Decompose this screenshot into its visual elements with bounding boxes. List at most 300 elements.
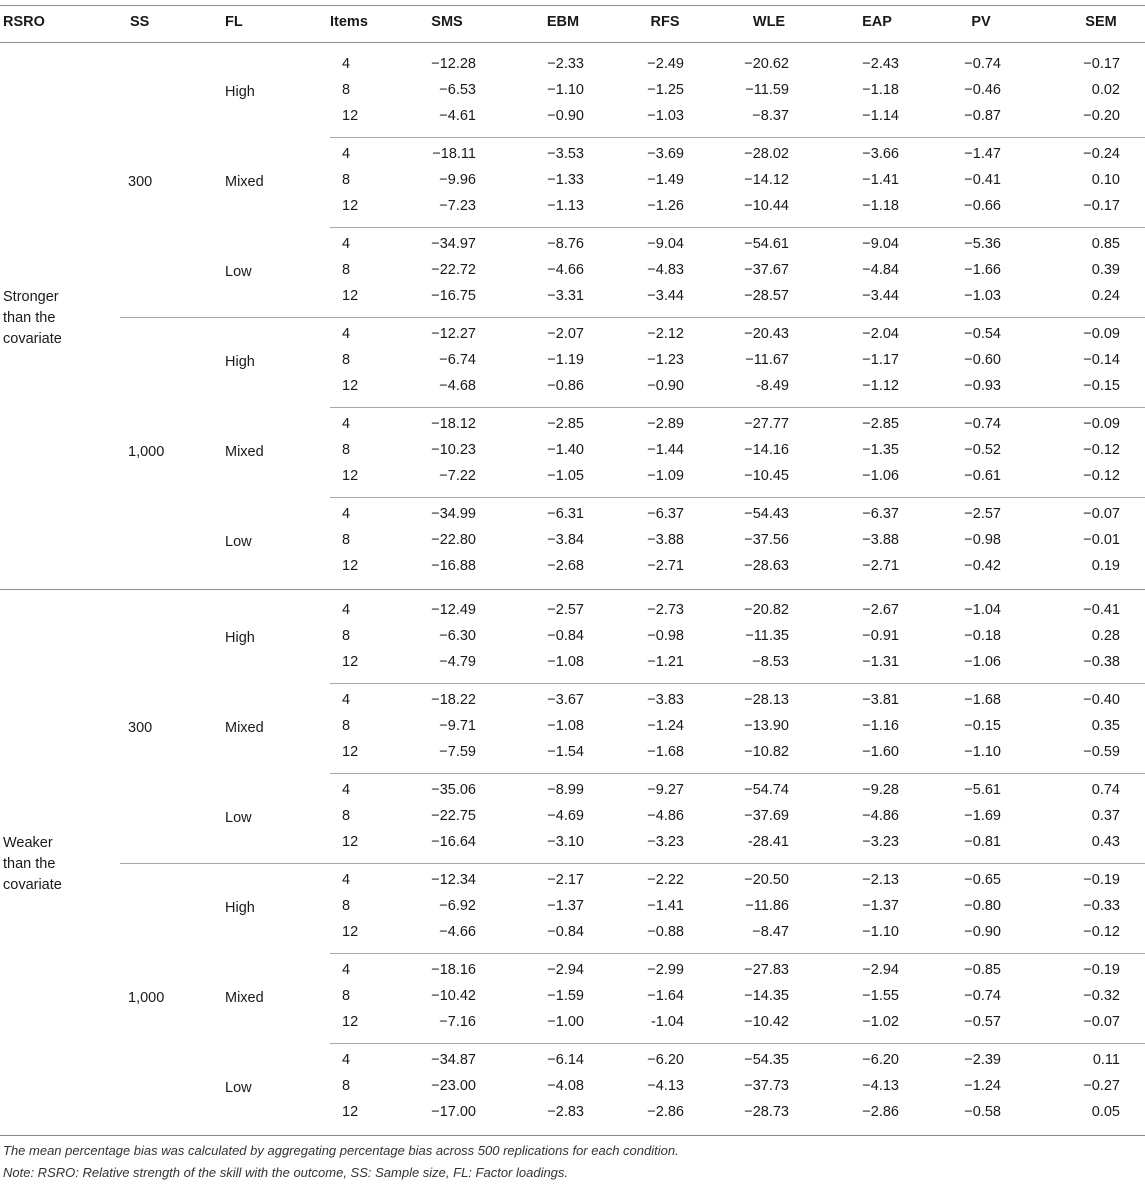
value-cell: −1.35 (862, 442, 899, 458)
value-cell: −1.03 (647, 108, 684, 124)
value-cell: −4.86 (647, 808, 684, 824)
value-cell: −4.69 (547, 808, 584, 824)
column-header-wle: WLE (752, 14, 786, 30)
value-cell: −2.49 (647, 56, 684, 72)
value-cell: −1.41 (862, 172, 899, 188)
value-cell: −0.41 (964, 172, 1001, 188)
items-cell: 8 (342, 718, 351, 734)
rsro-label-line: than the (3, 855, 56, 872)
items-cell: 8 (342, 352, 351, 368)
value-cell: −0.52 (964, 442, 1001, 458)
column-header-ebm: EBM (546, 14, 580, 30)
value-cell: −17.00 (431, 1104, 476, 1120)
value-cell: −0.65 (964, 872, 1001, 888)
value-cell: −27.77 (744, 416, 789, 432)
value-cell: −0.66 (964, 198, 1001, 214)
value-cell: −1.37 (547, 898, 584, 914)
items-cell: 12 (342, 834, 359, 850)
value-cell: −2.07 (547, 326, 584, 342)
value-cell: −6.92 (439, 898, 476, 914)
value-cell: −1.68 (647, 744, 684, 760)
value-cell: −2.94 (547, 962, 584, 978)
rsro-label-line: covariate (3, 876, 62, 893)
value-cell: −0.86 (547, 378, 584, 394)
rsro-label-line: than the (3, 309, 56, 326)
value-cell: −0.14 (1083, 352, 1120, 368)
value-cell: −1.49 (647, 172, 684, 188)
value-cell: −0.98 (647, 628, 684, 644)
value-cell: −1.06 (964, 654, 1001, 670)
value-cell: 0.28 (1091, 628, 1120, 644)
value-cell: −0.60 (964, 352, 1001, 368)
items-cell: 4 (342, 146, 351, 162)
value-cell: −4.61 (439, 108, 476, 124)
value-cell: −11.86 (745, 898, 789, 914)
value-cell: −2.67 (862, 602, 899, 618)
value-cell: −0.40 (1083, 692, 1120, 708)
value-cell: −16.64 (431, 834, 476, 850)
value-cell: −18.11 (432, 146, 476, 162)
value-cell: −9.04 (862, 236, 899, 252)
factor-loading-label: High (225, 900, 255, 916)
value-cell: −1.18 (862, 82, 899, 98)
value-cell: −10.42 (431, 988, 476, 1004)
value-cell: −2.86 (862, 1104, 899, 1120)
value-cell: −20.43 (744, 326, 789, 342)
items-cell: 4 (342, 1052, 351, 1068)
column-header-ss: SS (130, 14, 150, 30)
items-cell: 4 (342, 56, 351, 72)
value-cell: −34.99 (431, 506, 476, 522)
items-cell: 8 (342, 262, 351, 278)
value-cell: −0.12 (1083, 924, 1120, 940)
value-cell: -28.41 (747, 834, 789, 850)
value-cell: −0.85 (964, 962, 1001, 978)
value-cell: −54.61 (744, 236, 789, 252)
value-cell: −0.09 (1083, 416, 1120, 432)
factor-loading-label: Mixed (225, 990, 264, 1006)
rule-line (0, 1135, 1145, 1136)
value-cell: −14.35 (744, 988, 789, 1004)
value-cell: −4.84 (862, 262, 899, 278)
value-cell: −0.57 (964, 1014, 1001, 1030)
value-cell: −8.76 (547, 236, 584, 252)
value-cell: −1.18 (862, 198, 899, 214)
value-cell: −0.17 (1083, 198, 1120, 214)
items-cell: 12 (342, 744, 359, 760)
value-cell: −6.30 (439, 628, 476, 644)
rule-line (330, 227, 1145, 228)
value-cell: −6.20 (862, 1052, 899, 1068)
value-cell: −1.59 (547, 988, 584, 1004)
value-cell: −4.86 (862, 808, 899, 824)
value-cell: −1.06 (862, 468, 899, 484)
value-cell: −1.24 (647, 718, 684, 734)
items-cell: 8 (342, 442, 351, 458)
value-cell: −1.14 (862, 108, 899, 124)
value-cell: −1.10 (862, 924, 899, 940)
value-cell: −1.17 (862, 352, 899, 368)
value-cell: -1.04 (650, 1014, 684, 1030)
factor-loading-label: Low (225, 264, 252, 280)
value-cell: −0.38 (1083, 654, 1120, 670)
column-header-sem: SEM (1085, 14, 1117, 30)
value-cell: −0.61 (964, 468, 1001, 484)
value-cell: −0.74 (964, 56, 1001, 72)
sample-size-label: 1,000 (128, 444, 165, 460)
value-cell: −7.23 (439, 198, 476, 214)
value-cell: −3.88 (862, 532, 899, 548)
sample-size-label: 1,000 (128, 990, 165, 1006)
value-cell: −13.90 (744, 718, 789, 734)
rule-line (330, 1043, 1145, 1044)
items-cell: 4 (342, 692, 351, 708)
value-cell: 0.11 (1092, 1052, 1120, 1068)
column-header-fl: FL (225, 14, 243, 30)
value-cell: −0.87 (964, 108, 1001, 124)
value-cell: −0.80 (964, 898, 1001, 914)
value-cell: −1.68 (964, 692, 1001, 708)
value-cell: −4.13 (647, 1078, 684, 1094)
value-cell: −0.42 (964, 558, 1001, 574)
value-cell: −4.08 (547, 1078, 584, 1094)
rule-line (330, 773, 1145, 774)
value-cell: −1.02 (862, 1014, 899, 1030)
value-cell: −4.13 (862, 1078, 899, 1094)
value-cell: −1.13 (547, 198, 584, 214)
value-cell: −0.81 (964, 834, 1001, 850)
value-cell: −1.33 (547, 172, 584, 188)
value-cell: −5.36 (964, 236, 1001, 252)
value-cell: 0.19 (1091, 558, 1120, 574)
items-cell: 4 (342, 326, 351, 342)
value-cell: −12.34 (431, 872, 476, 888)
value-cell: −1.66 (964, 262, 1001, 278)
value-cell: −2.22 (647, 872, 684, 888)
items-cell: 8 (342, 808, 351, 824)
value-cell: −28.02 (744, 146, 789, 162)
value-cell: −3.84 (547, 532, 584, 548)
value-cell: −0.91 (862, 628, 899, 644)
table-footnote: Note: RSRO: Relative strength of the skill with the outcome, SS: Sample size, FL: Factor loadings. (3, 1165, 569, 1180)
value-cell: −3.67 (547, 692, 584, 708)
value-cell: −0.09 (1083, 326, 1120, 342)
value-cell: −8.47 (752, 924, 789, 940)
value-cell: −7.22 (439, 468, 476, 484)
factor-loading-label: Mixed (225, 444, 264, 460)
items-cell: 12 (342, 198, 359, 214)
value-cell: −1.47 (964, 146, 1001, 162)
value-cell: −0.84 (547, 628, 584, 644)
value-cell: −0.33 (1083, 898, 1120, 914)
value-cell: −11.59 (745, 82, 789, 98)
items-cell: 4 (342, 782, 351, 798)
items-cell: 4 (342, 506, 351, 522)
value-cell: −2.57 (547, 602, 584, 618)
value-cell: −1.41 (647, 898, 684, 914)
value-cell: −3.81 (862, 692, 899, 708)
value-cell: −0.93 (964, 378, 1001, 394)
value-cell: −0.24 (1083, 146, 1120, 162)
value-cell: −1.10 (547, 82, 584, 98)
value-cell: −14.16 (744, 442, 789, 458)
value-cell: −1.54 (547, 744, 584, 760)
value-cell: −4.66 (547, 262, 584, 278)
value-cell: −22.75 (431, 808, 476, 824)
value-cell: −1.00 (547, 1014, 584, 1030)
value-cell: −1.03 (964, 288, 1001, 304)
value-cell: −1.08 (547, 654, 584, 670)
value-cell: −10.42 (744, 1014, 789, 1030)
value-cell: −28.73 (744, 1104, 789, 1120)
value-cell: −0.07 (1083, 1014, 1120, 1030)
value-cell: −37.69 (744, 808, 789, 824)
value-cell: −12.28 (431, 56, 476, 72)
value-cell: −0.15 (964, 718, 1001, 734)
value-cell: −0.90 (547, 108, 584, 124)
value-cell: −5.61 (964, 782, 1001, 798)
value-cell: −1.12 (862, 378, 899, 394)
value-cell: −2.17 (547, 872, 584, 888)
value-cell: −1.16 (862, 718, 899, 734)
value-cell: −37.73 (744, 1078, 789, 1094)
items-cell: 8 (342, 898, 351, 914)
value-cell: −0.17 (1083, 56, 1120, 72)
value-cell: −1.31 (862, 654, 899, 670)
value-cell: −2.12 (647, 326, 684, 342)
factor-loading-label: High (225, 354, 255, 370)
value-cell: −8.37 (752, 108, 789, 124)
value-cell: 0.74 (1091, 782, 1120, 798)
value-cell: −20.82 (744, 602, 789, 618)
value-cell: −35.06 (431, 782, 476, 798)
rsro-label-line: Weaker (3, 834, 53, 851)
value-cell: −2.83 (547, 1104, 584, 1120)
value-cell: −2.85 (862, 416, 899, 432)
value-cell: −1.10 (964, 744, 1001, 760)
value-cell: −0.01 (1083, 532, 1120, 548)
value-cell: 0.37 (1091, 808, 1120, 824)
items-cell: 8 (342, 1078, 351, 1094)
value-cell: −18.22 (431, 692, 476, 708)
value-cell: −16.75 (431, 288, 476, 304)
rule-line (0, 5, 1145, 6)
value-cell: −0.74 (964, 416, 1001, 432)
column-header-rsro: RSRO (3, 14, 45, 30)
value-cell: −0.88 (647, 924, 684, 940)
items-cell: 12 (342, 1104, 359, 1120)
value-cell: −0.90 (647, 378, 684, 394)
value-cell: −1.40 (547, 442, 584, 458)
items-cell: 8 (342, 172, 351, 188)
value-cell: −6.14 (547, 1052, 584, 1068)
items-cell: 8 (342, 82, 351, 98)
value-cell: −11.67 (745, 352, 789, 368)
value-cell: −34.87 (431, 1052, 476, 1068)
value-cell: −1.26 (647, 198, 684, 214)
value-cell: 0.10 (1091, 172, 1120, 188)
value-cell: −0.12 (1083, 442, 1120, 458)
value-cell: −18.16 (431, 962, 476, 978)
value-cell: −0.20 (1083, 108, 1120, 124)
items-cell: 12 (342, 558, 359, 574)
value-cell: −0.19 (1083, 962, 1120, 978)
factor-loading-label: Mixed (225, 720, 264, 736)
value-cell: −22.72 (431, 262, 476, 278)
value-cell: −1.60 (862, 744, 899, 760)
rsro-label-line: covariate (3, 330, 62, 347)
items-cell: 4 (342, 236, 351, 252)
value-cell: −4.79 (439, 654, 476, 670)
value-cell: −20.50 (744, 872, 789, 888)
value-cell: −0.15 (1083, 378, 1120, 394)
value-cell: −1.23 (647, 352, 684, 368)
value-cell: 0.85 (1091, 236, 1120, 252)
value-cell: −1.09 (647, 468, 684, 484)
value-cell: −3.23 (647, 834, 684, 850)
value-cell: −2.89 (647, 416, 684, 432)
value-cell: −10.44 (744, 198, 789, 214)
value-cell: −34.97 (431, 236, 476, 252)
value-cell: −7.59 (439, 744, 476, 760)
value-cell: −9.96 (439, 172, 476, 188)
value-cell: −0.12 (1083, 468, 1120, 484)
items-cell: 4 (342, 872, 351, 888)
value-cell: −4.66 (439, 924, 476, 940)
value-cell: −4.83 (647, 262, 684, 278)
value-cell: −37.67 (744, 262, 789, 278)
rule-line (330, 497, 1145, 498)
value-cell: −1.24 (964, 1078, 1001, 1094)
value-cell: −0.90 (964, 924, 1001, 940)
value-cell: −8.53 (752, 654, 789, 670)
value-cell: −2.39 (964, 1052, 1001, 1068)
value-cell: −0.46 (964, 82, 1001, 98)
value-cell: −0.98 (964, 532, 1001, 548)
value-cell: −2.33 (547, 56, 584, 72)
value-cell: −1.64 (647, 988, 684, 1004)
value-cell: −1.19 (547, 352, 584, 368)
value-cell: −10.45 (744, 468, 789, 484)
table-footnote: The mean percentage bias was calculated by aggregating percentage bias across 500 replications for each condition. (3, 1143, 679, 1158)
value-cell: −0.74 (964, 988, 1001, 1004)
factor-loading-label: Low (225, 534, 252, 550)
value-cell: 0.02 (1091, 82, 1120, 98)
value-cell: −3.53 (547, 146, 584, 162)
items-cell: 4 (342, 962, 351, 978)
value-cell: −28.57 (744, 288, 789, 304)
value-cell: −1.05 (547, 468, 584, 484)
value-cell: −3.88 (647, 532, 684, 548)
rule-line (330, 137, 1145, 138)
value-cell: −10.23 (431, 442, 476, 458)
value-cell: -8.49 (755, 378, 789, 394)
value-cell: −2.71 (647, 558, 684, 574)
value-cell: 0.43 (1091, 834, 1120, 850)
value-cell: −20.62 (744, 56, 789, 72)
value-cell: −0.41 (1083, 602, 1120, 618)
value-cell: −1.25 (647, 82, 684, 98)
value-cell: −1.37 (862, 898, 899, 914)
rule-line (330, 407, 1145, 408)
value-cell: −9.04 (647, 236, 684, 252)
value-cell: −3.69 (647, 146, 684, 162)
items-cell: 12 (342, 468, 359, 484)
value-cell: −6.20 (647, 1052, 684, 1068)
value-cell: −3.23 (862, 834, 899, 850)
value-cell: −9.27 (647, 782, 684, 798)
value-cell: −0.58 (964, 1104, 1001, 1120)
value-cell: −3.66 (862, 146, 899, 162)
value-cell: −4.68 (439, 378, 476, 394)
value-cell: −11.35 (745, 628, 789, 644)
rsro-label-line: Stronger (3, 288, 59, 305)
value-cell: −2.57 (964, 506, 1001, 522)
value-cell: 0.05 (1091, 1104, 1120, 1120)
value-cell: −2.73 (647, 602, 684, 618)
value-cell: −3.44 (647, 288, 684, 304)
rule-line (0, 42, 1145, 43)
value-cell: −0.07 (1083, 506, 1120, 522)
value-cell: −1.08 (547, 718, 584, 734)
value-cell: −37.56 (744, 532, 789, 548)
column-header-items: Items (330, 14, 368, 30)
value-cell: −6.31 (547, 506, 584, 522)
value-cell: −54.43 (744, 506, 789, 522)
value-cell: −10.82 (744, 744, 789, 760)
rule-line (330, 953, 1145, 954)
value-cell: −28.13 (744, 692, 789, 708)
items-cell: 4 (342, 602, 351, 618)
value-cell: −0.19 (1083, 872, 1120, 888)
value-cell: −0.84 (547, 924, 584, 940)
value-cell: −2.43 (862, 56, 899, 72)
value-cell: −2.99 (647, 962, 684, 978)
value-cell: −2.94 (862, 962, 899, 978)
value-cell: −2.85 (547, 416, 584, 432)
items-cell: 12 (342, 378, 359, 394)
value-cell: −1.55 (862, 988, 899, 1004)
value-cell: −6.74 (439, 352, 476, 368)
value-cell: −28.63 (744, 558, 789, 574)
value-cell: 0.35 (1091, 718, 1120, 734)
sample-size-label: 300 (128, 720, 153, 736)
factor-loading-label: High (225, 84, 255, 100)
factor-loading-label: Mixed (225, 174, 264, 190)
value-cell: −3.83 (647, 692, 684, 708)
value-cell: −2.13 (862, 872, 899, 888)
column-header-sms: SMS (431, 14, 463, 30)
value-cell: −1.44 (647, 442, 684, 458)
value-cell: −54.35 (744, 1052, 789, 1068)
value-cell: −2.86 (647, 1104, 684, 1120)
value-cell: −0.27 (1083, 1078, 1120, 1094)
column-header-pv: PV (971, 14, 991, 30)
value-cell: −1.69 (964, 808, 1001, 824)
rule-line (0, 589, 1145, 590)
value-cell: −16.88 (431, 558, 476, 574)
value-cell: −12.49 (431, 602, 476, 618)
value-cell: −12.27 (431, 326, 476, 342)
value-cell: 0.24 (1091, 288, 1120, 304)
factor-loading-label: High (225, 630, 255, 646)
rule-line (330, 683, 1145, 684)
value-cell: −0.54 (964, 326, 1001, 342)
value-cell: −22.80 (431, 532, 476, 548)
items-cell: 4 (342, 416, 351, 432)
value-cell: −6.37 (862, 506, 899, 522)
items-cell: 12 (342, 288, 359, 304)
